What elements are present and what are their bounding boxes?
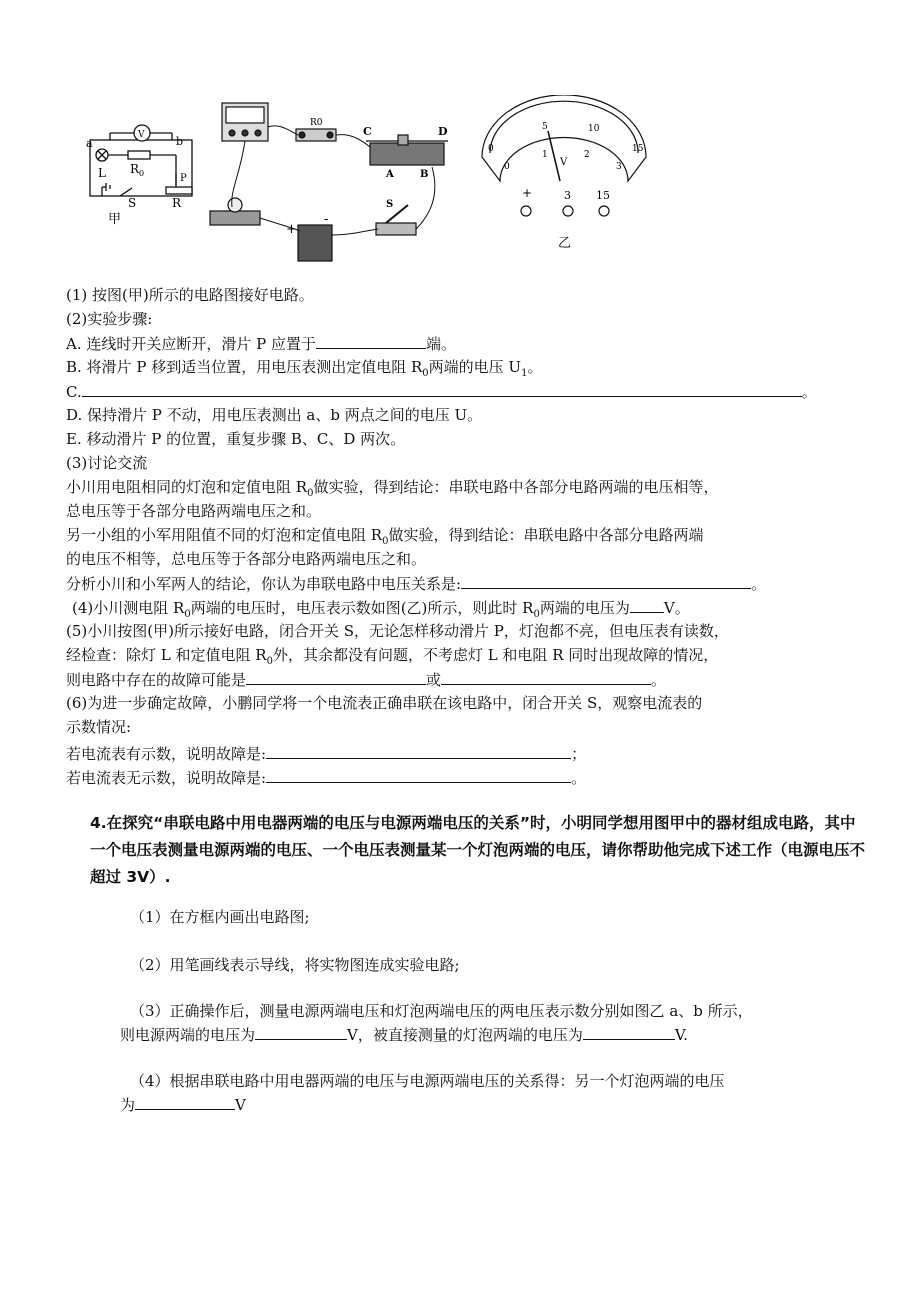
label-S: S [128, 196, 137, 210]
xiaojun-conclusion-1: 另一小组的小军用阻值不同的灯泡和定值电阻 $R_0$做实验，得到结论：串联电路中各部分电路两端 [66, 526, 704, 547]
label-A: A [386, 169, 394, 180]
step-D: D. 保持滑片 P 不动，用电压表测出 a、b 两点之间的电压 U。 [66, 406, 483, 424]
label-jia: 甲 [108, 212, 122, 227]
blank-ammeter-yes[interactable] [266, 743, 571, 759]
discussion-heading: (3)讨论交流 [66, 454, 148, 472]
label-D: D [438, 125, 448, 138]
blank-ammeter-no[interactable] [266, 767, 571, 783]
xiaojun-conclusion-2: 的电压不相等，总电压等于各部分电路两端电压之和。 [66, 550, 427, 568]
blank-A[interactable] [316, 333, 426, 349]
ammeter-has-reading: 若电流表有示数，说明故障是: ； [66, 745, 587, 763]
q4-part-1: （1）在方框内画出电路图; [130, 908, 310, 926]
blank-bulb-voltage[interactable] [583, 1024, 675, 1040]
question-4-title: 4.在探究“串联电路中用电器两端的电压与电源两端电压的关系”时，小明同学想用图甲中的器材组成电路，其中一个电压表测量电源两端的电压、一个电压表测量某一个灯泡两端的电压，请你帮助他完成下述工作（电源电压不超过 3V）. [90, 814, 866, 886]
q4-part-3-line2: 则电源两端的电压为 V，被直接测量的灯泡两端的电压为 V. [120, 1026, 688, 1044]
question-5-line1: (5)小川按图(甲)所示接好电路，闭合开关 S，无论怎样移动滑片 P，灯泡都不亮，但电压表有读数， [66, 622, 729, 640]
blank-fault-2[interactable] [441, 669, 651, 685]
blank-source-voltage[interactable] [255, 1024, 347, 1040]
step-2-heading: (2)实验步骤: [66, 310, 153, 328]
label-L: L [98, 166, 106, 180]
step-C: C. 。 [66, 383, 817, 401]
label-r0-device: R0 [310, 118, 323, 128]
scale-bottom-1: 1 [542, 150, 548, 160]
question-5-line2: 经检查：除灯 L 和定值电阻 $R_0$外，其余都没有问题，不考虑灯 L 和电阻 R 同时出现故障的情况， [66, 646, 719, 667]
question-5-line3: 则电路中存在的故障可能是 或 。 [66, 671, 667, 689]
label-S-device: S [386, 199, 394, 210]
q4-part-3-line1: （3）正确操作后，测量电源两端电压和灯泡两端电压的两电压表示数分别如图乙 a、b 所示， [130, 1002, 753, 1020]
xiaochuan-conclusion-2: 总电压等于各部分电路两端电压之和。 [66, 502, 322, 520]
q4-part-4-line1: （4）根据串联电路中用电器两端的电压与电源两端电压的关系得：另一个灯泡两端的电压 [130, 1072, 725, 1090]
step-A: A. 连线时开关应断开，滑片 P 应置于 端。 [66, 335, 457, 353]
experiment-figure [80, 95, 660, 270]
step-E: E. 移动滑片 P 的位置，重复步骤 B、C、D 两次。 [66, 430, 406, 448]
voltmeter-device [222, 103, 268, 141]
label-B: B [420, 169, 429, 180]
step-1: (1) 按图(甲)所示的电路图接好电路。 [66, 286, 314, 304]
ammeter-no-reading: 若电流表无示数，说明故障是: 。 [66, 769, 587, 787]
scale-top-10: 10 [588, 124, 600, 134]
q4-part-4-line2: 为 V [120, 1096, 246, 1114]
label-minus: - [324, 212, 329, 227]
scale-top-0: 0 [488, 144, 494, 154]
label-a: a [86, 137, 93, 150]
rheostat-device [366, 135, 448, 165]
label-R0: $R_0$ [130, 162, 145, 178]
label-b: b [176, 135, 184, 148]
question-4-reading: (4)小川测电阻 $R_0$两端的电压时，电压表示数如图(乙)所示，则此时 $R_0$两端的电压为 V。 [72, 599, 690, 620]
blank-C[interactable] [82, 381, 802, 397]
scale-bottom-3: 3 [616, 162, 622, 172]
step-B: B. 将滑片 P 移到适当位置，用电压表测出定值电阻 $R_0$两端的电压 $U_1$。 [66, 358, 543, 379]
question-6-line2: 示数情况: [66, 718, 132, 736]
label-P: P [180, 173, 187, 184]
label-v: V [138, 130, 145, 140]
blank-relation[interactable] [461, 573, 751, 589]
scale-top-15: 15 [632, 144, 644, 154]
terminal-15: 15 [596, 189, 610, 202]
scale-bottom-0: 0 [504, 162, 510, 172]
label-plus: + [286, 222, 297, 237]
xiaochuan-conclusion-1: 小川用电阻相同的灯泡和定值电阻 $R_0$做实验，得到结论：串联电路中各部分电路两端的电压相等， [66, 478, 719, 499]
scale-bottom-2: 2 [584, 150, 590, 160]
analysis-question: 分析小川和小军两人的结论，你认为串联电路中电压关系是: 。 [66, 575, 767, 593]
blank-other-bulb[interactable] [135, 1094, 235, 1110]
bulb-device [210, 198, 260, 225]
resistor-device [296, 129, 336, 141]
terminal-knobs [521, 206, 609, 216]
label-R: R [172, 196, 182, 210]
label-C: C [363, 125, 372, 138]
label-yi: 乙 [558, 236, 572, 251]
q4-part-2: （2）用笔画线表示导线，将实物图连成实验电路; [130, 956, 460, 974]
meter-v-label: V [560, 157, 568, 168]
blank-voltage[interactable] [630, 597, 664, 613]
blank-fault-1[interactable] [246, 669, 426, 685]
battery-device [298, 225, 332, 261]
terminal-plus: + [522, 186, 533, 200]
scale-top-5: 5 [542, 122, 548, 132]
switch-device [376, 205, 416, 235]
question-6-line1: (6)为进一步确定故障，小鹏同学将一个电流表正确串联在该电路中，闭合开关 S，观察电流表的 [66, 694, 703, 712]
terminal-3: 3 [564, 189, 571, 202]
